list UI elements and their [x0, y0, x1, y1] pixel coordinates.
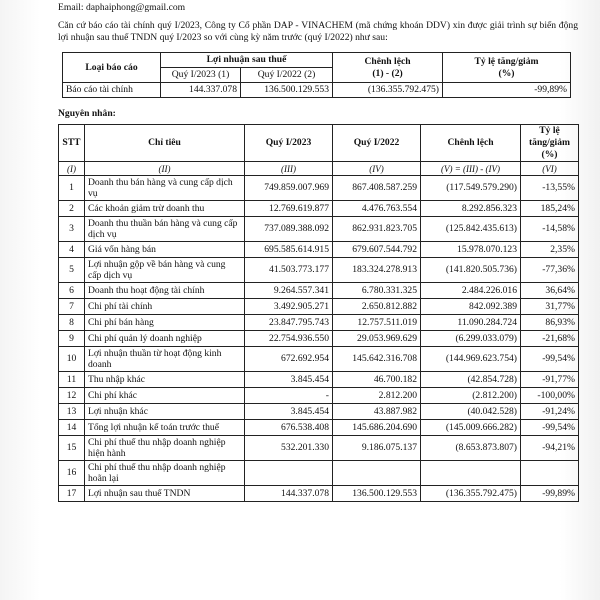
table-row [59, 486, 579, 502]
table-row [59, 372, 579, 388]
summary-header-diff: Chênh lệch (1) - (2) [333, 53, 443, 83]
reasons-title: Nguyên nhân: [58, 108, 116, 119]
table-row [59, 176, 579, 201]
row-item: Chi phí thuế thu nhập doanh nghiệp hiện hành [85, 436, 245, 461]
detail-header-row [59, 125, 579, 162]
row-ratio [521, 461, 579, 486]
row-item: Chi phí quản lý doanh nghiệp [85, 331, 245, 347]
detail-header-q2022: Quý I/2022 [333, 125, 421, 162]
detail-code-row [59, 162, 579, 176]
code-stt: (I) [59, 162, 85, 176]
row-stt: 13 [59, 404, 85, 420]
detail-header-ratio: Tỷ lệ tăng/giảm (%) [521, 125, 579, 162]
row-stt: 6 [59, 283, 85, 299]
row-item: Doanh thu thuần bán hàng và cung cấp dịch vụ [85, 217, 245, 242]
row-diff: 15.978.070.123 [421, 242, 521, 258]
row-item: Lợi nhuận khác [85, 404, 245, 420]
row-item: Chi phí khác [85, 388, 245, 404]
detail-header-item: Chỉ tiêu [85, 125, 245, 162]
row-q2023: 676.538.408 [245, 420, 333, 436]
row-q2022: 679.607.544.792 [333, 242, 421, 258]
row-q2022: 136.500.129.553 [333, 486, 421, 502]
row-q2023: 672.692.954 [245, 347, 333, 372]
row-item: Tổng lợi nhuận kế toán trước thuế [85, 420, 245, 436]
row-q2023: 737.089.388.092 [245, 217, 333, 242]
table-row [59, 404, 579, 420]
row-q2023: 22.754.936.550 [245, 331, 333, 347]
table-row [59, 420, 579, 436]
row-ratio: -99,89% [521, 486, 579, 502]
row-q2022: 145.642.316.708 [333, 347, 421, 372]
detail-header-q2023: Quý I/2023 [245, 125, 333, 162]
row-diff [421, 461, 521, 486]
row-ratio: 36,64% [521, 283, 579, 299]
table-row [59, 283, 579, 299]
row-stt: 7 [59, 299, 85, 315]
row-q2023: 12.769.619.877 [245, 201, 333, 217]
row-diff: (8.653.873.807) [421, 436, 521, 461]
row-q2022 [333, 461, 421, 486]
row-ratio: 31,77% [521, 299, 579, 315]
summary-header-q2022: Quý I/2022 (2) [241, 68, 333, 83]
row-ratio: -91,77% [521, 372, 579, 388]
row-item: Doanh thu hoạt động tài chính [85, 283, 245, 299]
row-q2023: 41.503.773.177 [245, 258, 333, 283]
row-diff: (2.812.200) [421, 388, 521, 404]
row-diff: (40.042.528) [421, 404, 521, 420]
table-row [59, 258, 579, 283]
row-stt: 16 [59, 461, 85, 486]
table-row [59, 436, 579, 461]
row-q2023 [245, 461, 333, 486]
row-stt: 8 [59, 315, 85, 331]
summary-q2022: 136.500.129.553 [241, 83, 333, 98]
code-q2022: (IV) [333, 162, 421, 176]
summary-report: Báo cáo tài chính [63, 83, 161, 98]
row-ratio: 2,35% [521, 242, 579, 258]
row-ratio: -94,21% [521, 436, 579, 461]
table-row [59, 299, 579, 315]
row-ratio: -91,24% [521, 404, 579, 420]
row-q2022: 9.186.075.137 [333, 436, 421, 461]
row-stt: 5 [59, 258, 85, 283]
row-stt: 14 [59, 420, 85, 436]
row-stt: 12 [59, 388, 85, 404]
row-item: Giá vốn hàng bán [85, 242, 245, 258]
row-q2023: 3.492.905.271 [245, 299, 333, 315]
row-q2022: 145.686.204.690 [333, 420, 421, 436]
summary-q2023: 144.337.078 [161, 83, 241, 98]
row-ratio: -100,00% [521, 388, 579, 404]
email-line: Email: daphaiphong@gmail.com [58, 2, 186, 13]
row-diff: (145.009.666.282) [421, 420, 521, 436]
row-ratio: -21,68% [521, 331, 579, 347]
row-q2023: 3.845.454 [245, 372, 333, 388]
row-stt: 15 [59, 436, 85, 461]
row-q2023: 9.264.557.341 [245, 283, 333, 299]
table-row [59, 331, 579, 347]
table-row [59, 217, 579, 242]
row-item: Lợi nhuận gộp về bán hàng và cung cấp dịch vụ [85, 258, 245, 283]
row-q2023: - [245, 388, 333, 404]
row-q2022: 46.700.182 [333, 372, 421, 388]
table-row [59, 201, 579, 217]
row-q2022: 43.887.982 [333, 404, 421, 420]
summary-diff: (136.355.792.475) [333, 83, 443, 98]
row-ratio: -99,54% [521, 347, 579, 372]
row-diff: (141.820.505.736) [421, 258, 521, 283]
row-diff: (6.299.033.079) [421, 331, 521, 347]
row-q2022: 867.408.587.259 [333, 176, 421, 201]
row-item: Chi phí tài chính [85, 299, 245, 315]
row-q2022: 4.476.763.554 [333, 201, 421, 217]
code-ratio: (VI) [521, 162, 579, 176]
row-item: Lợi nhuận thuần từ hoạt động kinh doanh [85, 347, 245, 372]
code-item: (II) [85, 162, 245, 176]
summary-header-q2023: Quý I/2023 (1) [161, 68, 241, 83]
row-q2022: 12.757.511.019 [333, 315, 421, 331]
row-stt: 4 [59, 242, 85, 258]
row-q2023: 695.585.614.915 [245, 242, 333, 258]
row-stt: 1 [59, 176, 85, 201]
row-q2022: 2.650.812.882 [333, 299, 421, 315]
row-diff: (136.355.792.475) [421, 486, 521, 502]
intro-paragraph [58, 20, 578, 44]
document-body [58, 2, 578, 502]
summary-header-profit: Lợi nhuận sau thuế [161, 53, 333, 68]
row-diff: (125.842.435.613) [421, 217, 521, 242]
code-diff: (V) = (III) - (IV) [421, 162, 521, 176]
row-stt: 9 [59, 331, 85, 347]
row-diff: (144.969.623.754) [421, 347, 521, 372]
row-ratio: -99,54% [521, 420, 579, 436]
row-q2023: 23.847.795.743 [245, 315, 333, 331]
row-ratio: -77,36% [521, 258, 579, 283]
row-item: Thu nhập khác [85, 372, 245, 388]
row-diff: (117.549.579.290) [421, 176, 521, 201]
row-diff: 11.090.284.724 [421, 315, 521, 331]
row-item: Lợi nhuận sau thuế TNDN [85, 486, 245, 502]
row-q2022: 862.931.823.705 [333, 217, 421, 242]
table-row [59, 461, 579, 486]
detail-header-diff: Chênh lệch [421, 125, 521, 162]
row-stt: 17 [59, 486, 85, 502]
row-ratio: -14,58% [521, 217, 579, 242]
detail-header-stt: STT [59, 125, 85, 162]
summary-header-ratio: Tỷ lệ tăng/giảm (%) [443, 53, 571, 83]
row-item: Chi phí bán hàng [85, 315, 245, 331]
row-diff: 842.092.389 [421, 299, 521, 315]
row-q2022: 2.812.200 [333, 388, 421, 404]
row-q2023: 144.337.078 [245, 486, 333, 502]
row-q2023: 749.859.007.969 [245, 176, 333, 201]
table-row [59, 242, 579, 258]
table-row [59, 347, 579, 372]
row-q2022: 183.324.278.913 [333, 258, 421, 283]
row-q2022: 6.780.331.325 [333, 283, 421, 299]
row-ratio: -13,55% [521, 176, 579, 201]
row-stt: 11 [59, 372, 85, 388]
table-row [59, 315, 579, 331]
detail-table [58, 124, 579, 502]
row-ratio: 185,24% [521, 201, 579, 217]
row-diff: 8.292.856.323 [421, 201, 521, 217]
code-q2023: (III) [245, 162, 333, 176]
row-item: Các khoản giảm trừ doanh thu [85, 201, 245, 217]
summary-row [63, 83, 571, 98]
intro-text: Căn cứ báo cáo tài chính quý I/2023, Công ty Cổ phần DAP - VINACHEM (mã chứng khoán DDV) xin được giải trình sự biến động lợi nhuận sau thuế TNDN quý I/2023 so với cùng kỳ năm trước (quý I/2022) như sau: [58, 20, 578, 43]
row-stt: 2 [59, 201, 85, 217]
row-q2022: 29.053.969.629 [333, 331, 421, 347]
row-stt: 3 [59, 217, 85, 242]
row-item: Chi phí thuế thu nhập doanh nghiệp hoãn lại [85, 461, 245, 486]
row-ratio: 86,93% [521, 315, 579, 331]
row-item: Doanh thu bán hàng và cung cấp dịch vụ [85, 176, 245, 201]
row-stt: 10 [59, 347, 85, 372]
table-row [59, 388, 579, 404]
summary-header-report: Loại báo cáo [63, 53, 161, 83]
row-q2023: 532.201.330 [245, 436, 333, 461]
summary-table [62, 52, 571, 98]
row-q2023: 3.845.454 [245, 404, 333, 420]
row-diff: 2.484.226.016 [421, 283, 521, 299]
row-diff: (42.854.728) [421, 372, 521, 388]
summary-ratio: -99,89% [443, 83, 571, 98]
